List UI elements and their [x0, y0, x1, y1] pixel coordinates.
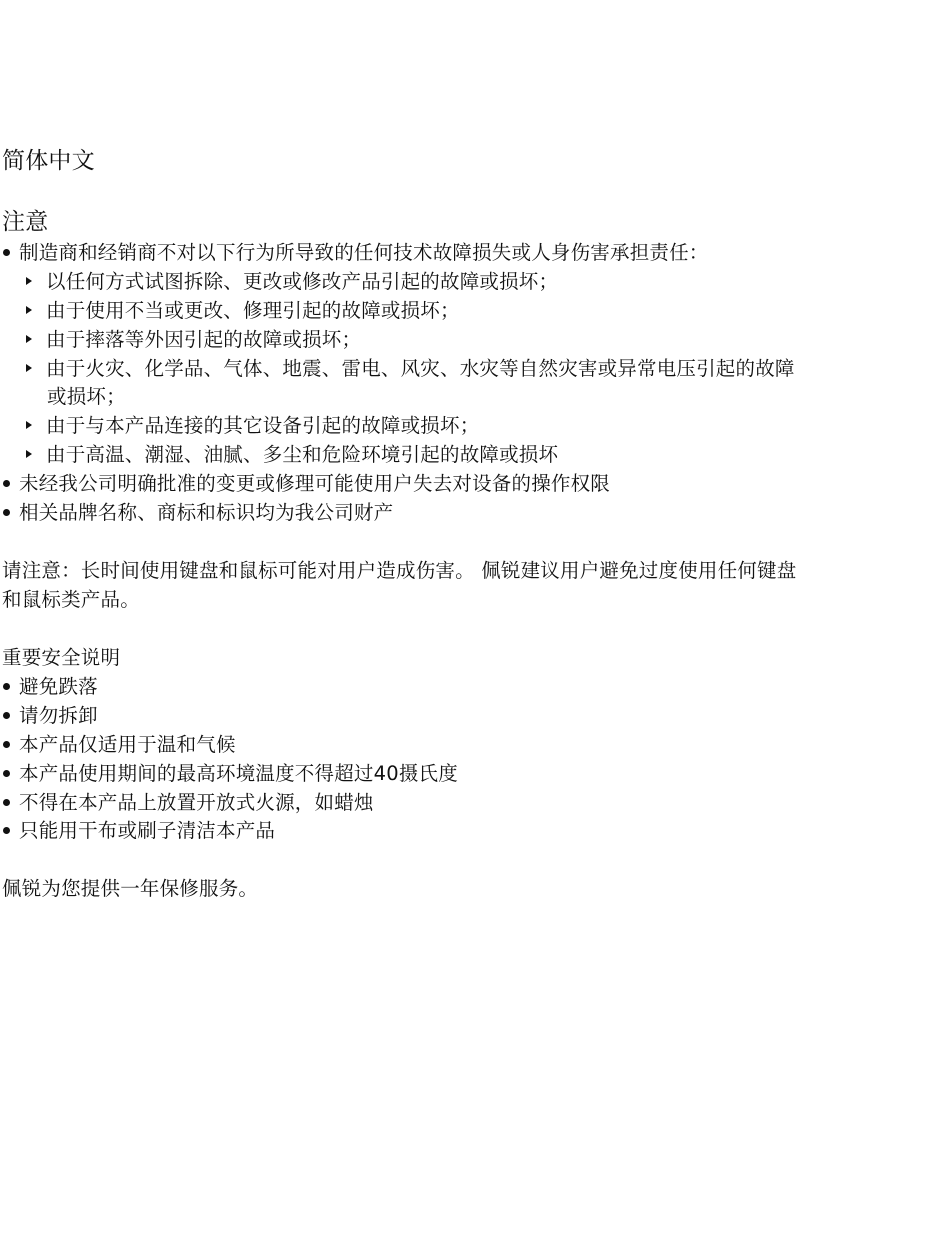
notice-sub-item: 由于高温、潮湿、油腻、多尘和危险环境引起的故障或损坏	[24, 440, 558, 469]
bullet-icon	[2, 701, 19, 730]
safety-heading: 重要安全说明	[2, 646, 121, 669]
bullet-icon	[2, 788, 19, 817]
notice-item: 相关品牌名称、商标和标识均为我公司财产	[2, 498, 393, 527]
warning-text: 请注意：长时间使用键盘和鼠标可能对用户造成伤害。 佩锐建议用户避免过度使用任何键盘	[2, 559, 797, 582]
section-title: 简体中文	[2, 148, 95, 174]
bullet-icon	[2, 469, 19, 498]
safety-item: 本产品使用期间的最高环境温度不得超过40摄氏度	[2, 759, 458, 788]
bullet-icon	[2, 672, 19, 701]
bullet-icon	[2, 730, 19, 759]
safety-item: 避免跌落	[2, 672, 98, 701]
warning-text: 和鼠标类产品。	[2, 588, 140, 611]
bullet-icon	[2, 498, 19, 527]
triangle-bullet-icon	[24, 354, 46, 383]
triangle-bullet-icon	[24, 267, 46, 296]
notice-item: 未经我公司明确批准的变更或修理可能使用户失去对设备的操作权限	[2, 469, 610, 498]
notice-sub-item: 由于使用不当或更改、修理引起的故障或损坏；	[24, 296, 460, 325]
safety-item: 不得在本产品上放置开放式火源，如蜡烛	[2, 788, 374, 817]
safety-item: 本产品仅适用于温和气候	[2, 730, 236, 759]
safety-item: 请勿拆卸	[2, 701, 98, 730]
bullet-icon	[2, 816, 19, 845]
triangle-bullet-icon	[24, 296, 46, 325]
notice-sub-item: 由于与本产品连接的其它设备引起的故障或损坏；	[24, 411, 479, 440]
notice-item: 制造商和经销商不对以下行为所导致的任何技术故障损失或人身伤害承担责任：	[2, 238, 709, 267]
warranty-text: 佩锐为您提供一年保修服务。	[2, 877, 259, 900]
triangle-bullet-icon	[24, 411, 46, 440]
notice-sub-item-continuation: 或损坏；	[47, 385, 126, 408]
bullet-icon	[2, 759, 19, 788]
notice-heading: 注意	[2, 209, 49, 235]
triangle-bullet-icon	[24, 325, 46, 354]
notice-sub-item: 由于火灾、化学品、气体、地震、雷电、风灾、水灾等自然灾害或异常电压引起的故障	[24, 354, 795, 383]
notice-sub-item: 由于摔落等外因引起的故障或损坏；	[24, 325, 361, 354]
safety-item: 只能用干布或刷子清洁本产品	[2, 816, 275, 845]
bullet-icon	[2, 238, 19, 267]
notice-sub-item: 以任何方式试图拆除、更改或修改产品引起的故障或损坏；	[24, 267, 558, 296]
triangle-bullet-icon	[24, 440, 46, 469]
